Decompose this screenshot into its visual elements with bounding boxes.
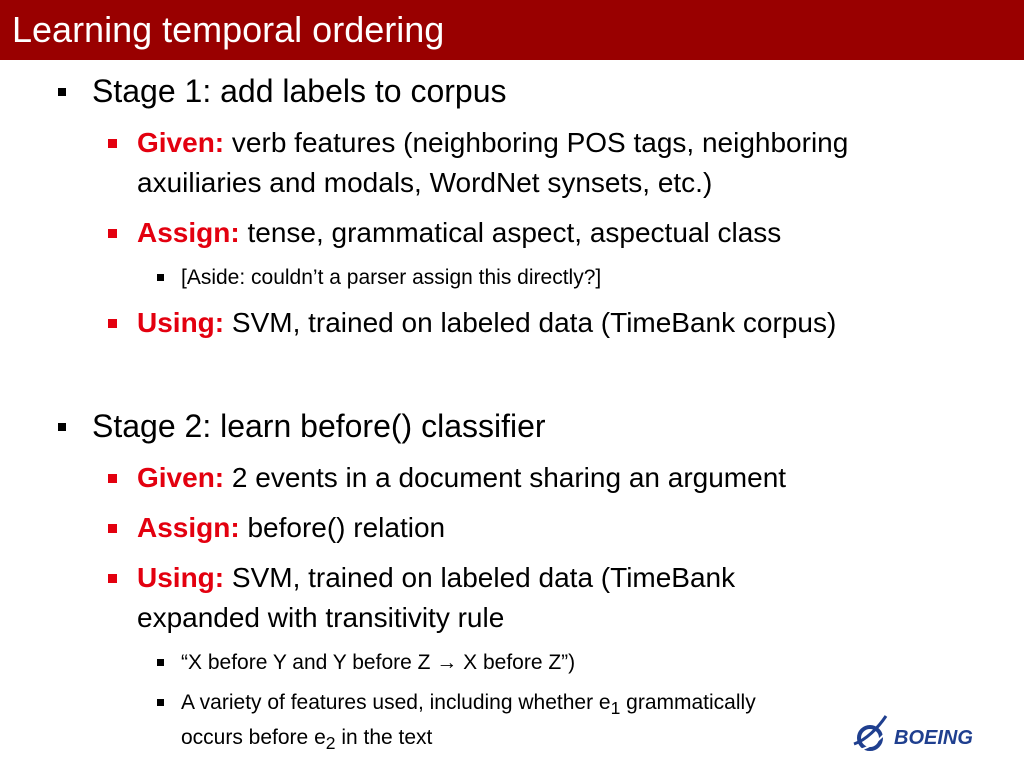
stage1-using: Using: SVM, trained on labeled data (TimeBank corpus) bbox=[137, 307, 837, 338]
bullet-stage2 bbox=[58, 423, 66, 431]
stage2-given: Given: 2 events in a document sharing an argument bbox=[137, 462, 787, 493]
stage1-given: Given: verb features (neighboring POS tags, neighboring bbox=[137, 127, 849, 158]
stage1-heading: Stage 1: add labels to corpus bbox=[92, 73, 507, 109]
boeing-symbol-icon bbox=[854, 716, 888, 750]
bullet-stage2-rule bbox=[157, 659, 164, 666]
slide-title: Learning temporal ordering bbox=[12, 9, 445, 50]
using-keyword: Using: bbox=[137, 307, 225, 338]
stage2-heading: Stage 2: learn before() classifier bbox=[92, 408, 546, 444]
subscript-2: 2 bbox=[325, 733, 336, 754]
assign-keyword: Assign: bbox=[137, 217, 240, 248]
stage1-assign: Assign: tense, grammatical aspect, aspectual class bbox=[137, 217, 782, 248]
bullet-stage1 bbox=[58, 88, 66, 96]
bullet-stage1-given bbox=[108, 139, 117, 148]
stage2-using-cont: expanded with transitivity rule bbox=[137, 602, 505, 633]
bullet-stage1-assign bbox=[108, 229, 117, 238]
using-keyword: Using: bbox=[137, 562, 225, 593]
bullet-stage1-using bbox=[108, 319, 117, 328]
subscript-1: 1 bbox=[610, 698, 621, 719]
bullet-stage2-using bbox=[108, 574, 117, 583]
title-bar bbox=[0, 0, 1024, 60]
boeing-logo bbox=[850, 714, 1010, 754]
stage2-features-cont: occurs before $e_2$ in the text bbox=[181, 726, 433, 754]
stage2-rule: “X before Y and Y before Z → X before Z”) bbox=[181, 651, 576, 674]
given-keyword: Given: bbox=[137, 127, 225, 158]
bullet-stage2-assign bbox=[108, 524, 117, 533]
bullet-stage2-features bbox=[157, 699, 164, 706]
bullet-stage1-aside bbox=[157, 274, 164, 281]
stage1-given-cont: axuiliaries and modals, WordNet synsets, etc.) bbox=[137, 167, 713, 198]
stage2-using: Using: SVM, trained on labeled data (TimeBank bbox=[137, 562, 736, 593]
stage2-assign: Assign: before() relation bbox=[137, 512, 446, 543]
stage2-features: A variety of features used, including whether $e_1$ grammatically bbox=[181, 691, 756, 719]
assign-keyword: Assign: bbox=[137, 512, 240, 543]
boeing-wordmark: BOEING bbox=[894, 727, 973, 749]
stage1-aside: [Aside: couldn’t a parser assign this directly?] bbox=[181, 266, 602, 289]
given-keyword: Given: bbox=[137, 462, 225, 493]
bullet-stage2-given bbox=[108, 474, 117, 483]
